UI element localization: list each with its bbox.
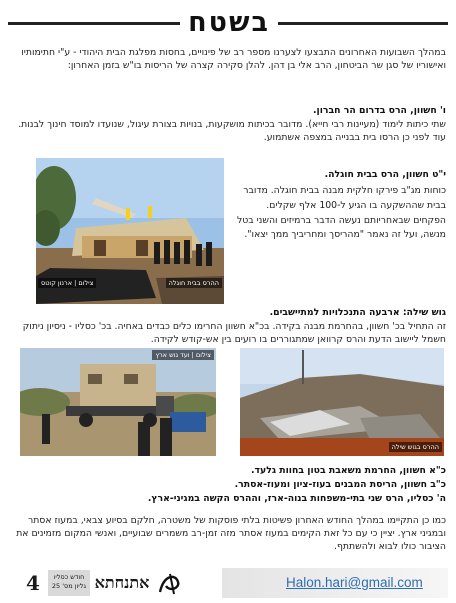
closing-paragraph: כמו כן התקיימו במהלך החודש האחרון פשיטות בלתי פוסקות של משטרה, חלקם בסיוע צבאי, במעוז אסתר ובמגיני ארץ. יציין כי עם כל זאת הקימים במעוז אסתר מזה זמן-רב משמרים שבועיים, ואנשי המקום מזמינים את הציבור כולו לבוא ולהשתתף.: [16, 515, 446, 552]
section4-line-3: ה' כסליו, הרס שני בתי-משפחות בנוה-ארז, וההרס הקשה במגיני-ארץ.: [147, 493, 446, 504]
issue-info: [48, 570, 90, 596]
beit-hogla-photo: [36, 158, 224, 304]
caravan-removal-photo: [20, 348, 216, 456]
section1-heading: ו' חשוון, הרס בדרום הר חברון.: [312, 105, 446, 116]
title-box: [180, 8, 278, 38]
section4-line-1: כ"א חשוון, החרמת משאבת בטון בחוות גלעד.: [251, 465, 446, 476]
issue-month: חודש כסליו: [53, 573, 85, 581]
issue-number: גליון מס' 25: [51, 582, 87, 590]
page-number: 4: [26, 571, 40, 595]
section2-heading: י"ט חשוון, הרס בבית חוגלה.: [324, 169, 446, 180]
section-header: [8, 6, 448, 40]
gush-shilo-photo: [240, 348, 444, 456]
section3-heading: גוש שילה: ארבעה התנכלויות למתיישבים.: [269, 307, 446, 318]
page-footer: [8, 568, 448, 600]
photo1-place-caption: ההרס בבית חוגלה: [166, 278, 222, 288]
contact-email-link[interactable]: Halon.hari@gmail.com: [286, 575, 423, 590]
page-title: בשטח: [188, 7, 270, 38]
section1-body: שתי כיתות לימוד (מעיינות רבי חייא). מדובר בכיתות מושקעות, בנויות בצורת עיגול, שנועדו למוסד חינוך לבנות. עוד לפני כן הרסו בית בבנייה במצפה אשתמוע.: [18, 119, 446, 143]
section3-body: זה התחיל בכ' חשוון, בהחרמת מבנה בקידה. בכ"א חשוון החרימו כלים כבדים באחיה. בכ' כסליו - ניסיון ניתוק חשמל ליישוב הדעת והרס קרוואן שמתגוררים בו רועים בין אש-קודש לקידה.: [22, 321, 446, 345]
section4-line-2: כ"ב חשוון, הריסת המבנים בעוז-ציון ומעוז-אסתר.: [234, 479, 446, 490]
newsletter-logo: אתנחתא: [94, 573, 150, 592]
emblem-icon: [156, 570, 184, 596]
intro-paragraph: במהלך השבועות האחרונים התבצעו לצערנו מספר רב של פינויים, בחסות מפלגת הבית היהודי - ע"י חתימותיו ואישוריו של סגן שר הביטחון, הרב אלי בן דהן. להלן סקירה קצרה של הריסות בו"ש בזמן האחרון:: [21, 47, 446, 71]
photo3-place-caption: ההרס בגוש שילה: [389, 442, 442, 452]
photo1-credit-caption: צילום | ארנון קוטס: [38, 278, 96, 288]
newsletter-page: [8, 6, 448, 596]
photo2-credit-caption: צילום | ועד גוש ארץ: [152, 350, 214, 360]
section2-body: כוחות מג"ב פירקו חלקית מבנה בבית חוגלה. מדובר בבית שההשקעה בו הגיע ל-100 אלף שקלים. הפקחים שבאחריותם נעשה הדבר ברמיזים והשני בטל מנשה, ועל זה נאמר "מהריסך ומחריביך ממך יצאו".: [236, 185, 446, 241]
